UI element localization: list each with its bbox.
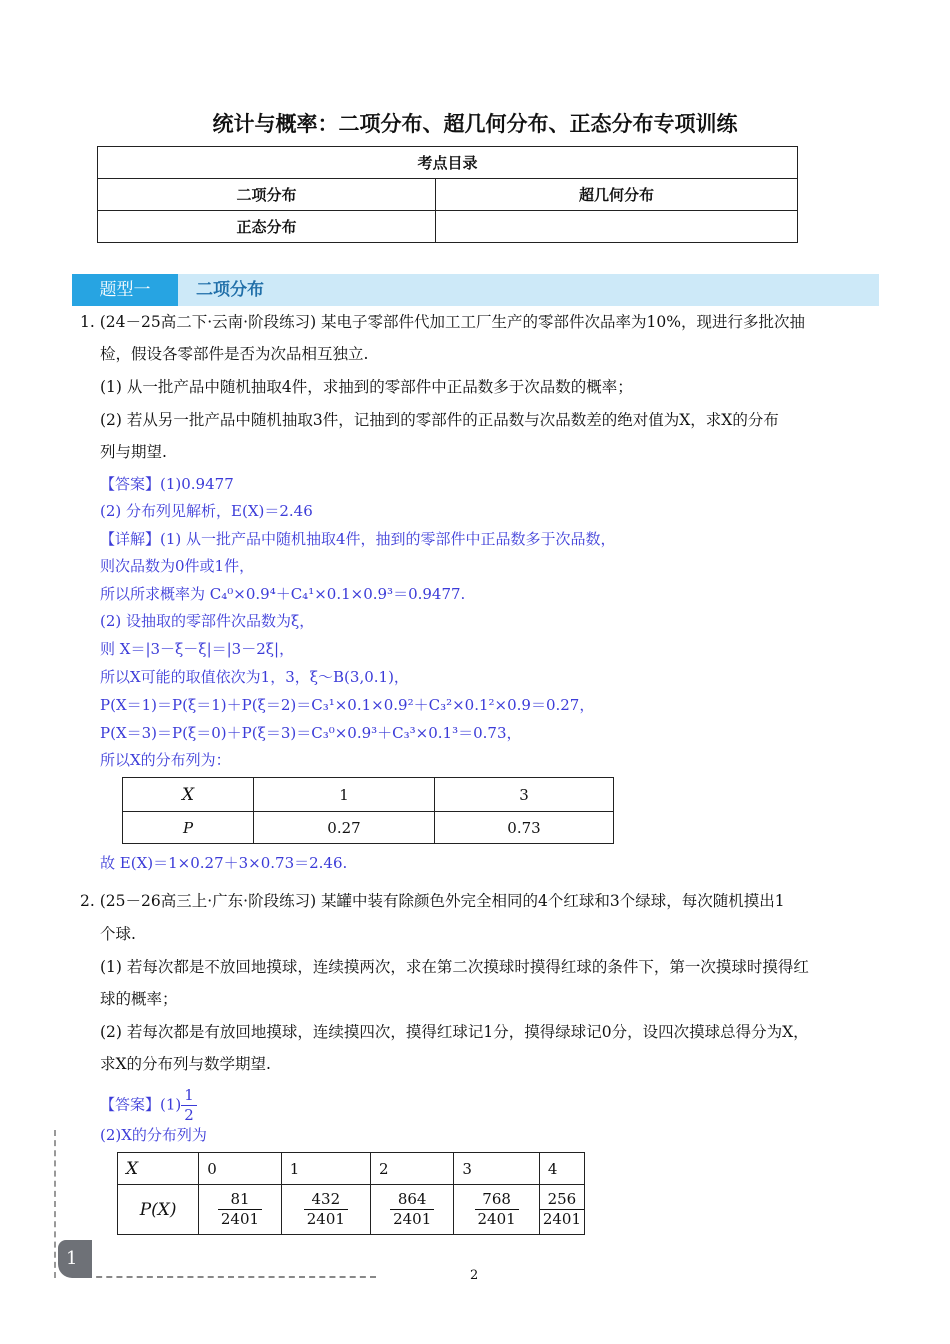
q1-line: 列与期望.: [100, 443, 167, 461]
q2-line: (1) 若每次都是不放回地摸球，连续摸两次，求在第二次摸球时摸得红球的条件下，第一次摸球时摸得红: [100, 958, 809, 976]
q2-table-cell: 1: [281, 1153, 370, 1185]
fraction-numerator: 256: [540, 1190, 584, 1210]
q2-table-cell: 3: [454, 1153, 539, 1185]
q1-table-cell: 0.73: [435, 812, 614, 844]
q2-answer-prefix: 【答案】(1): [100, 1095, 182, 1114]
q2-table-cell: 0: [199, 1153, 281, 1185]
q1-answer-line: 则次品数为0件或1件，: [100, 557, 255, 575]
q1-table-cell: 0.27: [254, 812, 435, 844]
fraction-denominator: 2401: [477, 1210, 516, 1228]
corner-badge: 1: [58, 1240, 92, 1278]
q2-line: 求X的分布列与数学期望.: [100, 1055, 271, 1073]
fraction-numerator: 864: [390, 1190, 434, 1210]
q2-answer-fraction: [181, 1086, 197, 1125]
q2-answer-line: (2)X的分布列为: [100, 1126, 207, 1144]
q2-table-cell: X: [118, 1153, 199, 1185]
q2-table-cell: [199, 1185, 281, 1235]
fraction-denominator: 2401: [393, 1210, 432, 1228]
q2-distribution-table: [117, 1152, 585, 1235]
q1-conclusion: 故 E(X)＝1×0.27＋3×0.73＝2.46.: [100, 854, 348, 872]
fraction-denominator: 2401: [220, 1210, 260, 1228]
toc-empty-cell: [436, 211, 798, 243]
fraction-numerator: 432: [304, 1190, 348, 1210]
toc-table: [97, 146, 798, 243]
fraction-denominator: 2401: [306, 1210, 345, 1228]
q2-table-cell: P(X): [118, 1185, 199, 1235]
q2-table-cell: [454, 1185, 539, 1235]
q1-table-cell: 3: [435, 778, 614, 812]
q2-line: 个球.: [100, 925, 136, 943]
toc-item: 超几何分布: [436, 179, 798, 211]
bottom-dashed-line: [86, 1276, 376, 1278]
q2-line: (2) 若每次都是有放回地摸球，连续摸四次，摸得红球记1分，摸得绿球记0分，设四次摸球总得分为X，: [100, 1023, 809, 1041]
q2-table-cell: [370, 1185, 453, 1235]
probability-fraction: [540, 1190, 584, 1229]
section-tag: 题型一: [72, 274, 178, 306]
q1-answer-line: P(X＝1)＝P(ξ＝1)＋P(ξ＝2)＝C₃¹×0.1×0.9²＋C₃²×0.1²×0.9＝0.27，: [100, 696, 595, 714]
fraction-numerator: 768: [475, 1190, 519, 1210]
q1-line: 1. (24－25高二下·云南·阶段练习) 某电子零部件代加工工厂生产的零部件次品率为10%，现进行多批次抽: [80, 313, 805, 331]
q2-table-cell: 2: [370, 1153, 453, 1185]
q1-answer-line: 所以所求概率为 C₄⁰×0.9⁴＋C₄¹×0.1×0.9³＝0.9477.: [100, 585, 466, 603]
q1-table-cell: X: [123, 778, 254, 812]
q1-answer-line: (2) 分布列见解析，E(X)＝2.46: [100, 502, 313, 520]
q2-table-cell: [281, 1185, 370, 1235]
q1-line: (2) 若从另一批产品中随机抽取3件，记抽到的零部件的正品数与次品数差的绝对值为X，求X的分布: [100, 411, 779, 429]
probability-fraction: [304, 1190, 348, 1229]
fraction-denominator: 2: [184, 1106, 194, 1124]
section-title: 二项分布: [196, 280, 264, 300]
q1-answer-line: 【答案】(1)0.9477: [100, 475, 234, 493]
toc-header: 考点目录: [98, 147, 798, 179]
probability-fraction: [390, 1190, 434, 1229]
q2-table-cell: [539, 1185, 584, 1235]
q1-answer-line: P(X＝3)＝P(ξ＝0)＋P(ξ＝3)＝C₃⁰×0.9³＋C₃³×0.1³＝0.73，: [100, 724, 522, 742]
q1-answer-line: (2) 设抽取的零部件次品数为ξ，: [100, 612, 315, 630]
section-band: [72, 274, 879, 306]
q2-line: 2. (25－26高三上·广东·阶段练习) 某罐中装有除颜色外完全相同的4个红球和3个绿球，每次随机摸出1: [80, 892, 785, 910]
q2-table-cell: 4: [539, 1153, 584, 1185]
probability-fraction: [475, 1190, 519, 1229]
q1-answer-line: 则 X＝|3－ξ－ξ|＝|3－2ξ|，: [100, 640, 295, 658]
fraction-denominator: 2401: [542, 1210, 581, 1228]
toc-item: 正态分布: [98, 211, 436, 243]
q1-table-cell: P: [123, 812, 254, 844]
toc-item: 二项分布: [98, 179, 436, 211]
page-number: 2: [470, 1268, 479, 1283]
fraction-numerator: 81: [218, 1190, 262, 1210]
q1-line: (1) 从一批产品中随机抽取4件，求抽到的零部件中正品数多于次品数的概率；: [100, 378, 633, 396]
fraction-numerator: 1: [181, 1086, 197, 1106]
q2-line: 球的概率；: [100, 990, 178, 1008]
q1-answer-line: 所以X可能的取值依次为1，3，ξ～B(3,0.1)，: [100, 668, 409, 686]
q1-answer-line: 【详解】(1) 从一批产品中随机抽取4件，抽到的零部件中正品数多于次品数，: [100, 530, 616, 548]
q1-distribution-table: [122, 777, 614, 844]
q1-line: 检，假设各零部件是否为次品相互独立.: [100, 345, 369, 363]
q1-answer-line: 所以X的分布列为：: [100, 751, 231, 769]
page-title: 统计与概率：二项分布、超几何分布、正态分布专项训练: [212, 112, 738, 136]
q1-table-cell: 1: [254, 778, 435, 812]
probability-fraction: [218, 1190, 262, 1229]
q2-answer: [100, 1086, 197, 1125]
